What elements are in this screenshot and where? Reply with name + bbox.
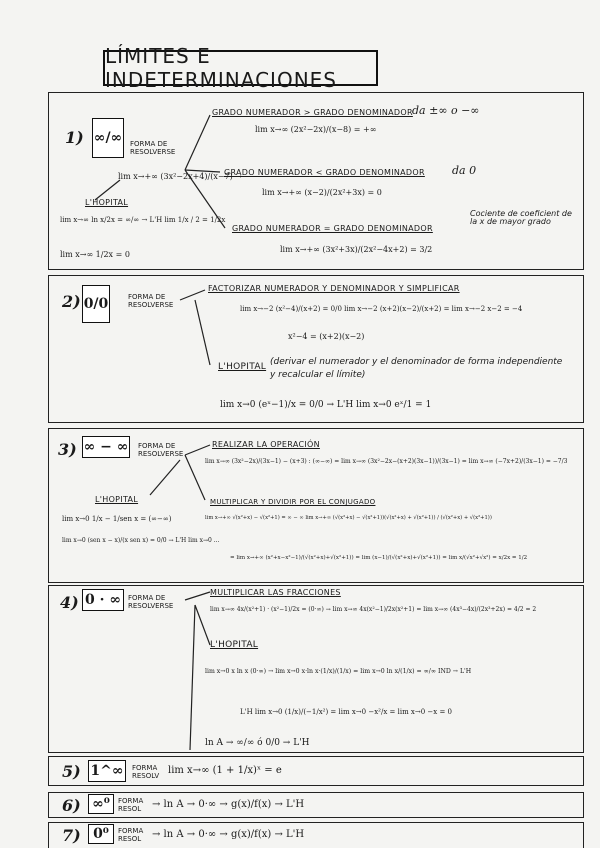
lhopital-heading: L'HOPITAL: [218, 362, 267, 372]
method-label: FORMA DE RESOLVERSE: [128, 594, 174, 610]
case-example: lim x→∞ (2x²−2x)/(x−8) = +∞: [255, 125, 377, 134]
case-example: lim x→+∞ (x−2)/(2x²+3x) = 0: [262, 188, 382, 197]
case-example: lim x→∞ (3x²−2x)/(3x−1) − (x+3) : (∞−∞) = lim x→∞ (3x²−2x−(x+2)(3x−1))/(3x−1) = lim x→∞ (−7x+2)/(3x−1) = −7/3: [205, 458, 568, 465]
indeterminate-symbol: ∞⁰: [88, 794, 114, 814]
section-number: 2): [62, 292, 81, 311]
lnA-step: ln A → ∞/∞ ó 0/0 → L'H: [205, 738, 310, 748]
example-expression: lim x→+∞ (3x²−2x+4)/(x−7) →: [118, 172, 243, 181]
lhopital-heading: L'HOPITAL: [95, 495, 139, 504]
lhopital-example: lim x→0 x ln x (0·∞) → lim x→0 x·ln x·(1/x)/(1/x) = lim x→0 ln x/(1/x) = ∞/∞ IND → L'H: [205, 668, 472, 675]
case-heading: GRADO NUMERADOR = GRADO DENOMINADOR: [232, 224, 433, 233]
lhopital-heading: L'HOPITAL: [85, 198, 129, 207]
method-label: FORMA RESOLV: [132, 764, 160, 780]
indeterminate-symbol: 0 · ∞: [82, 589, 124, 611]
case-heading: MULTIPLICAR LAS FRACCIONES: [210, 588, 341, 597]
section-number: 5): [62, 762, 81, 781]
lhopital-example: L'H lim x→0 (1/x)/(−1/x²) = lim x→0 −x²/x = lim x→0 −x = 0: [240, 708, 453, 716]
indeterminate-symbol: 0/0: [82, 285, 110, 323]
lhopital-example: lim x→0 (sen x − x)/(x sen x) = 0/0 → L'H lim x→0 ...: [62, 537, 220, 544]
indeterminate-symbol: ∞ − ∞: [82, 436, 130, 458]
section-number: 7): [62, 826, 81, 845]
section-number: 1): [65, 128, 84, 147]
lhopital-example: lim x→0 (eˣ−1)/x = 0/0 → L'H lim x→0 eˣ/1 = 1: [220, 400, 432, 410]
method-label: FORMA DE RESOLVERSE: [138, 442, 184, 458]
case-result: da 0: [452, 164, 477, 177]
section-one-to-infinity: [48, 756, 584, 786]
indeterminate-symbol: ∞/∞: [92, 118, 124, 158]
case-heading: GRADO NUMERADOR < GRADO DENOMINADOR: [224, 168, 425, 177]
method-label: FORMA RESOL: [118, 827, 144, 843]
case-result: Cociente de coeficient de la x de mayor grado: [470, 209, 572, 226]
case-example: lim x→+∞ √(x²+x) − √(x²+1) = ∞ − ∞ lim x→+∞ (√(x²+x) − √(x²+1))(√(x²+x) + √(x²+1)) / (√(x²+x) + √(x²+1)): [205, 515, 492, 521]
case-example: lim x→∞ 4x/(x²+1) · (x²−1)/2x = (0·∞) → lim x→∞ 4x(x²−1)/2x(x²+1) = lim x→∞ (4x³−4x)/(2x³+2x) = 4/2 = 2: [210, 606, 537, 613]
case-heading: FACTORIZAR NUMERADOR Y DENOMINADOR Y SIMPLIFICAR: [208, 284, 460, 293]
section-number: 6): [62, 796, 81, 815]
indeterminate-symbol: 1^∞: [88, 760, 126, 782]
lhopital-result: lim x→∞ 1/2x = 0: [60, 250, 130, 259]
method-label: FORMA RESOL: [118, 797, 144, 813]
indeterminate-symbol: 0⁰: [88, 824, 114, 844]
method-label: FORMA DE RESOLVERSE: [128, 293, 174, 309]
case-heading: REALIZAR LA OPERACIÓN: [212, 440, 320, 449]
case-heading: GRADO NUMERADOR > GRADO DENOMINADOR: [212, 108, 413, 117]
section-number: 3): [58, 440, 77, 459]
case-example: lim x→−2 (x²−4)/(x+2) = 0/0 lim x→−2 (x+2)(x−2)/(x+2) = lim x→−2 x−2 = −4: [240, 305, 523, 313]
lhopital-heading: L'HOPITAL: [210, 640, 259, 650]
case-result: da ±∞ o −∞: [412, 104, 480, 117]
lhopital-example: lim x→∞ ln x/2x = ∞/∞ → L'H lim 1/x / 2 = 1/2x: [60, 216, 226, 224]
page-title: LÍMITES E INDETERMINACIONES: [103, 50, 378, 86]
case-example: → ln A → 0·∞ → g(x)/f(x) → L'H: [152, 799, 305, 810]
case-example: → ln A → 0·∞ → g(x)/f(x) → L'H: [152, 829, 305, 840]
method-label: FORMA DE RESOLVERSE: [130, 140, 176, 156]
section-number: 4): [60, 593, 79, 612]
case-example: lim x→+∞ (3x²+3x)/(2x²−4x+2) = 3/2: [280, 245, 433, 254]
case-example: = lim x→+∞ (x²+x−x²−1)/(√(x²+x)+√(x²+1)) = lim (x−1)/(√(x²+x)+√(x²+1)) = lim x/(√x²+√x²) = x/2x = 1/2: [230, 555, 528, 561]
section-infinity-over-infinity: [48, 92, 584, 270]
lhopital-example: lim x→0 1/x − 1/sen x = (∞−∞): [62, 515, 172, 523]
lhopital-note: (derivar el numerador y el denominador de forma independiente y recalcular el límite): [270, 357, 563, 380]
case-example: lim x→∞ (1 + 1/x)ˣ = e: [168, 765, 282, 776]
case-example-factor: x²−4 = (x+2)(x−2): [288, 332, 365, 341]
case-heading: MULTIPLICAR Y DIVIDIR POR EL CONJUGADO: [210, 498, 376, 506]
